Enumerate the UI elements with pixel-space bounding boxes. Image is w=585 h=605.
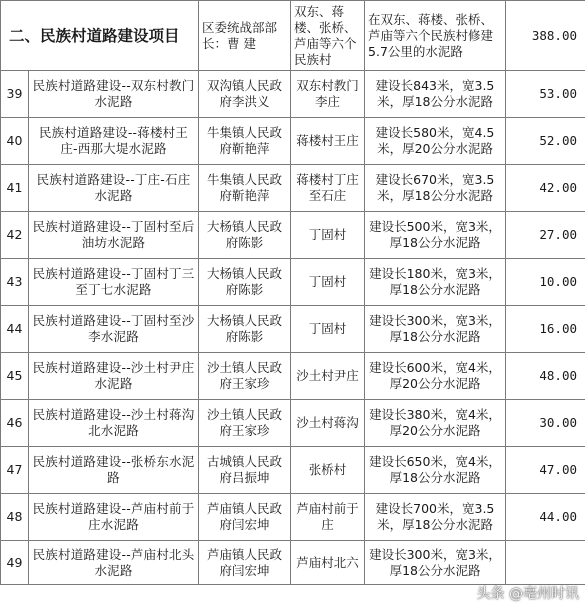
- row-number: 42: [1, 212, 29, 259]
- responsible-unit: 古城镇人民政府吕振坤: [199, 447, 291, 494]
- investment-amount: 10.00: [506, 259, 585, 306]
- project-name: 民族村道路建设--丁庄-石庄水泥路: [29, 165, 199, 212]
- table-row: [1, 212, 585, 259]
- project-name: 民族村道路建设--张桥东水泥路: [29, 447, 199, 494]
- investment-amount: 27.00: [506, 212, 585, 259]
- project-name: 民族村道路建设--沙土村蒋沟北水泥路: [29, 400, 199, 447]
- project-name: 民族村道路建设--蒋楼村王庄-西那大堤水泥路: [29, 118, 199, 165]
- investment-amount: [506, 541, 585, 585]
- project-location: 芦庙村北六: [291, 541, 365, 585]
- project-name: 民族村道路建设--芦庙村前于庄水泥路: [29, 494, 199, 541]
- row-number: 47: [1, 447, 29, 494]
- investment-amount: 47.00: [506, 447, 585, 494]
- construction-content: 建设长500米，宽3米，厚18公分水泥路: [365, 212, 506, 259]
- responsible-unit: 大杨镇人民政府陈影: [199, 212, 291, 259]
- table-row: [1, 306, 585, 353]
- project-name: 民族村道路建设--沙土村尹庄水泥路: [29, 353, 199, 400]
- responsible-unit: 芦庙镇人民政府闫宏坤: [199, 494, 291, 541]
- project-location: 张桥村: [291, 447, 365, 494]
- investment-amount: 53.00: [506, 71, 585, 118]
- table-row: [1, 259, 585, 306]
- construction-content: 建设长650米，宽4米，厚18公分水泥路: [365, 447, 506, 494]
- section-title: 二、民族村道路建设项目: [1, 1, 199, 71]
- responsible-unit: 大杨镇人民政府陈影: [199, 259, 291, 306]
- section-location: 双东、蒋楼、张桥、芦庙等六个民族村: [291, 1, 365, 71]
- project-location: 丁固村: [291, 259, 365, 306]
- construction-content: 建设长600米，宽4米，厚20公分水泥路: [365, 353, 506, 400]
- investment-amount: 30.00: [506, 400, 585, 447]
- investment-amount: 42.00: [506, 165, 585, 212]
- watermark-text: 头条 @亳州时讯: [476, 586, 579, 602]
- row-number: 43: [1, 259, 29, 306]
- project-location: 蒋楼村王庄: [291, 118, 365, 165]
- construction-content: 建设长843米，宽3.5米，厚18公分水泥路: [365, 71, 506, 118]
- project-location: 丁固村: [291, 306, 365, 353]
- section-unit: 区委统战部部长：曹 建: [199, 1, 291, 71]
- table-row: [1, 353, 585, 400]
- construction-content: 建设长700米，宽3.5米，厚18公分水泥路: [365, 494, 506, 541]
- row-number: 41: [1, 165, 29, 212]
- investment-amount: 16.00: [506, 306, 585, 353]
- project-location: 丁固村: [291, 212, 365, 259]
- investment-amount: 48.00: [506, 353, 585, 400]
- responsible-unit: 芦庙镇人民政府闫宏坤: [199, 541, 291, 585]
- construction-content: 建设长580米，宽4.5米，厚20公分水泥路: [365, 118, 506, 165]
- table-row: [1, 165, 585, 212]
- row-number: 40: [1, 118, 29, 165]
- row-number: 46: [1, 400, 29, 447]
- project-name: 民族村道路建设--丁固村至沙李水泥路: [29, 306, 199, 353]
- responsible-unit: 沙土镇人民政府王家珍: [199, 400, 291, 447]
- row-number: 49: [1, 541, 29, 585]
- construction-content: 建设长180米，宽3米，厚18公分水泥路: [365, 259, 506, 306]
- construction-content: 建设长300米，宽3米，厚18公分水泥路: [365, 306, 506, 353]
- construction-content: 建设长380米，宽4米，厚20公分水泥路: [365, 400, 506, 447]
- table-row: [1, 118, 585, 165]
- table-row: [1, 447, 585, 494]
- row-number: 44: [1, 306, 29, 353]
- project-name: 民族村道路建设--双东村教门水泥路: [29, 71, 199, 118]
- project-name: 民族村道路建设--芦庙村北头水泥路: [29, 541, 199, 585]
- row-number: 45: [1, 353, 29, 400]
- section-amount: 388.00: [506, 1, 585, 71]
- responsible-unit: 双沟镇人民政府李洪义: [199, 71, 291, 118]
- project-location: 沙土村蒋沟: [291, 400, 365, 447]
- responsible-unit: 大杨镇人民政府陈影: [199, 306, 291, 353]
- investment-amount: 52.00: [506, 118, 585, 165]
- project-location: 双东村教门李庄: [291, 71, 365, 118]
- table-row: [1, 71, 585, 118]
- project-name: 民族村道路建设--丁固村至后油坊水泥路: [29, 212, 199, 259]
- responsible-unit: 牛集镇人民政府靳艳萍: [199, 165, 291, 212]
- table-row: [1, 494, 585, 541]
- project-location: 芦庙村前于庄: [291, 494, 365, 541]
- row-number: 39: [1, 71, 29, 118]
- investment-amount: 44.00: [506, 494, 585, 541]
- responsible-unit: 沙土镇人民政府王家珍: [199, 353, 291, 400]
- section-content: 在双东、蒋楼、张桥、芦庙等六个民族村修建5.7公里的水泥路: [365, 1, 506, 71]
- section-header-row: [1, 1, 585, 71]
- responsible-unit: 牛集镇人民政府靳艳萍: [199, 118, 291, 165]
- construction-content: 建设长300米，宽3米，厚18公分水泥路: [365, 541, 506, 585]
- project-location: 沙土村尹庄: [291, 353, 365, 400]
- project-name: 民族村道路建设--丁固村丁三至丁七水泥路: [29, 259, 199, 306]
- table-row: [1, 400, 585, 447]
- construction-content: 建设长670米，宽3.5米，厚18公分水泥路: [365, 165, 506, 212]
- row-number: 48: [1, 494, 29, 541]
- project-location: 蒋楼村丁庄至石庄: [291, 165, 365, 212]
- watermark: [477, 583, 579, 603]
- table-row: [1, 541, 585, 585]
